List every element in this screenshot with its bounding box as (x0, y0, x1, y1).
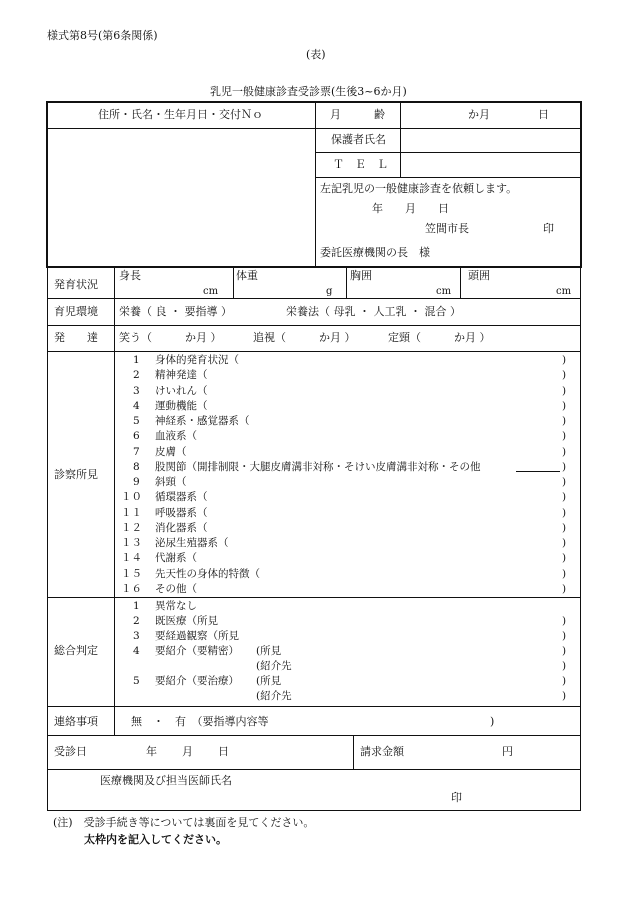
table-bottom-border (47, 769, 581, 770)
note-procedure: (注) 受診手続き等については裏面を見てください。 (53, 816, 315, 829)
judgment-1-text: 異常なし (155, 600, 197, 612)
judgment-5-text: 要紹介（要治療） (155, 675, 239, 687)
nutrition-method: 栄養法（ 母乳 ・ 人工乳 ・ 混合 ） (286, 305, 461, 318)
tracking-milestone: 追視（ か月 ） (253, 331, 356, 344)
request-text: 左記乳児の一般健康診査を依頼します。 (320, 182, 518, 195)
judgment-3-no: 3 (133, 630, 140, 642)
finding-item: 呼吸器系（ (155, 507, 208, 519)
request-month: 月 (405, 202, 416, 215)
finding-number: １０ (121, 491, 142, 503)
smile-milestone: 笑う（ か月 ） (119, 331, 222, 344)
request-year: 年 (372, 202, 383, 215)
contact-text: 無 ・ 有 （要指導内容等 (131, 715, 269, 728)
visit-left-border (47, 769, 48, 811)
amount-yen: 円 (502, 745, 513, 758)
age-months: か月 (468, 108, 490, 121)
dev-divider-3 (460, 267, 461, 299)
judgment-5-no: 5 (133, 675, 140, 687)
mayor-label: 笠間市長 (425, 222, 469, 235)
hip-other-blank (516, 463, 560, 472)
judgment-4-findings-close: ) (562, 645, 567, 657)
neck-milestone: 定頸（ か月 ） (388, 331, 491, 344)
form-title: 乳児一般健康診査受診票(生後3~6か月) (210, 85, 407, 98)
finding-close-paren: ) (562, 415, 567, 427)
guardian-label: 保護者氏名 (331, 133, 386, 146)
judgment-5-findings: (所見 (256, 675, 282, 687)
finding-number: １２ (121, 522, 142, 534)
box-left-border (46, 101, 48, 268)
finding-close-paren: ) (562, 568, 567, 580)
finding-number: １６ (121, 583, 142, 595)
finding-item: 股関節（開排制限・大腿皮膚溝非対称・そけい皮膚溝非対称・その他 (155, 461, 481, 473)
judgment-5-referral-close: ) (562, 690, 567, 702)
contact-label: 連絡事項 (54, 715, 98, 728)
finding-item: 身体的発育状況（ (155, 354, 239, 366)
finding-item: けいれん（ (155, 385, 208, 397)
form-number: 様式第8号(第6条関係) (47, 29, 158, 42)
row-line-environment (47, 325, 581, 326)
finding-item: 消化器系（ (155, 522, 208, 534)
finding-close-paren: ) (562, 507, 567, 519)
chest-label: 胸囲 (350, 269, 372, 282)
tel-row-line (315, 177, 581, 178)
request-day: 日 (438, 202, 449, 215)
judgment-4-referral: (紹介先 (256, 660, 292, 672)
finding-number: １３ (121, 537, 142, 549)
growth-label: 発 達 (54, 331, 98, 344)
box-bottom-border (46, 266, 582, 268)
visit-month: 月 (182, 745, 193, 758)
finding-number: 6 (133, 430, 140, 442)
table-right-border (580, 267, 581, 770)
side-label: (表) (306, 48, 326, 61)
finding-close-paren: ) (562, 476, 567, 488)
tel-label: Ｔ Ｅ Ｌ (333, 158, 388, 171)
finding-close-paren: ) (562, 461, 567, 473)
finding-number: 4 (133, 400, 140, 412)
clinic-doctor-label: 医療機関及び担当医師氏名 (100, 774, 232, 787)
amount-label: 請求金額 (360, 745, 404, 758)
finding-close-paren: ) (562, 537, 567, 549)
finding-number: 1 (133, 354, 140, 366)
weight-label: 体重 (236, 269, 258, 282)
address-label: 住所・氏名・生年月日・交付Ｎｏ (98, 108, 263, 121)
finding-item: 血液系（ (155, 430, 197, 442)
table-left-border (47, 267, 48, 770)
finding-number: １５ (121, 568, 142, 580)
box-top-border (46, 101, 582, 103)
visit-bottom-border (47, 810, 581, 811)
finding-item: 泌尿生殖器系（ (155, 537, 229, 549)
dev-divider-1 (233, 267, 234, 299)
contact-close: ) (490, 715, 495, 728)
visit-right-border (580, 769, 581, 811)
visit-day: 日 (218, 745, 229, 758)
height-unit: cm (203, 286, 219, 297)
judgment-2-close: ) (562, 615, 567, 627)
judgment-4-no: 4 (133, 645, 140, 657)
finding-item: 斜頸（ (155, 476, 187, 488)
left-col-divider (315, 102, 316, 178)
row-line-development (47, 298, 581, 299)
age-days: 日 (538, 108, 549, 121)
header-row-line (47, 128, 581, 129)
judgment-3-text: 要経過観察（所見 (155, 630, 239, 642)
finding-close-paren: ) (562, 430, 567, 442)
row-line-contact (47, 735, 581, 736)
finding-close-paren: ) (562, 446, 567, 458)
finding-close-paren: ) (562, 354, 567, 366)
finding-number: １１ (121, 507, 142, 519)
finding-close-paren: ) (562, 583, 567, 595)
finding-close-paren: ) (562, 522, 567, 534)
finding-close-paren: ) (562, 552, 567, 564)
head-unit: cm (556, 286, 572, 297)
judgment-3-close: ) (562, 630, 567, 642)
clinic-doctor-seal: 印 (451, 791, 462, 804)
finding-close-paren: ) (562, 491, 567, 503)
finding-number: １４ (121, 552, 142, 564)
height-label: 身長 (119, 269, 141, 282)
finding-number: 2 (133, 369, 140, 381)
amount-col-divider (353, 735, 354, 770)
finding-item: 循環器系（ (155, 491, 208, 503)
finding-item: 先天性の身体的特徴（ (155, 568, 260, 580)
judgment-4-text: 要紹介（要精密） (155, 645, 239, 657)
finding-item: 代謝系（ (155, 552, 197, 564)
judgment-2-text: 既医療（所見 (155, 615, 218, 627)
judgment-4-findings: (所見 (256, 645, 282, 657)
finding-close-paren: ) (562, 369, 567, 381)
finding-number: 7 (133, 446, 140, 458)
weight-unit: g (326, 286, 333, 297)
guardian-row-line (315, 152, 581, 153)
finding-item: その他（ (155, 583, 197, 595)
row-line-growth (47, 351, 581, 352)
finding-number: 3 (133, 385, 140, 397)
finding-number: 9 (133, 476, 140, 488)
row-line-judgment (47, 706, 581, 707)
finding-number: 5 (133, 415, 140, 427)
judgment-5-findings-close: ) (562, 675, 567, 687)
note-thick-frame: 太枠内を記入してください。 (84, 833, 227, 846)
environment-label: 育児環境 (54, 305, 98, 318)
finding-close-paren: ) (562, 400, 567, 412)
label-col-divider (114, 267, 115, 735)
development-label: 発育状況 (54, 278, 98, 291)
nutrition-status: 栄養（ 良 ・ 要指導 ） (119, 305, 232, 318)
box-right-border (580, 101, 582, 268)
judgment-label: 総合判定 (54, 644, 98, 657)
finding-item: 神経系・感覚器系（ (155, 415, 250, 427)
mayor-seal: 印 (543, 222, 554, 235)
age-label: 月 齢 (330, 108, 385, 121)
finding-item: 精神発達（ (155, 369, 208, 381)
age-col-divider (400, 102, 401, 178)
row-line-findings (47, 597, 581, 598)
finding-number: 8 (133, 461, 140, 473)
chest-unit: cm (436, 286, 452, 297)
judgment-5-referral: (紹介先 (256, 690, 292, 702)
judgment-2-no: 2 (133, 615, 140, 627)
finding-close-paren: ) (562, 385, 567, 397)
head-label: 頭囲 (468, 269, 490, 282)
findings-label: 診察所見 (54, 468, 98, 481)
request-col-divider (315, 177, 316, 267)
visit-year: 年 (146, 745, 157, 758)
finding-item: 運動機能（ (155, 400, 208, 412)
finding-item: 皮膚（ (155, 446, 187, 458)
judgment-1-no: 1 (133, 600, 140, 612)
clinic-head: 委託医療機関の長 様 (320, 246, 430, 259)
dev-divider-2 (346, 267, 347, 299)
visit-date-label: 受診日 (54, 745, 87, 758)
judgment-4-referral-close: ) (562, 660, 567, 672)
